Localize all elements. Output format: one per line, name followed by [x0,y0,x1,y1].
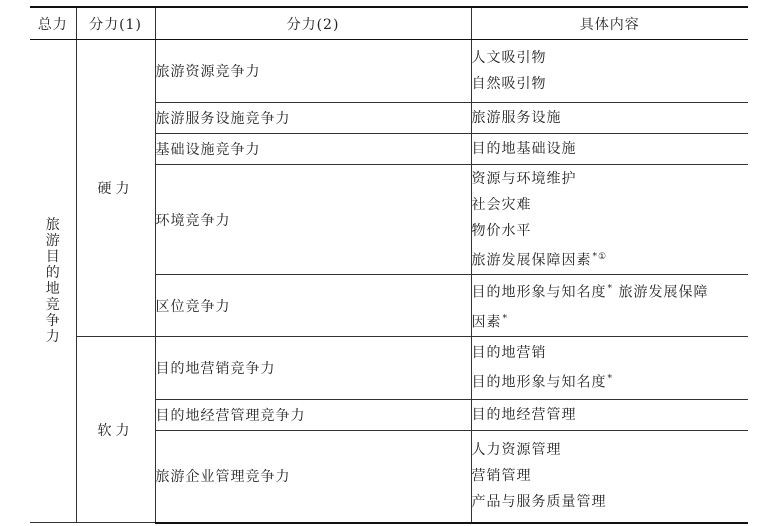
total-label-char: 争 [45,313,60,329]
content-item: 人力资源管理 [471,442,562,459]
header-sub1: 分力(1) [76,7,155,40]
content-item-text: 旅游发展保障 [618,284,709,301]
content-item: 营销管理 [471,468,532,485]
content-item-text: 旅游发展保障因素 [471,252,592,269]
content-item: 社会灾难 [471,196,532,213]
table-row [30,337,748,400]
content-cell [471,40,748,103]
content-item-text: 目的地形象与知名度 [471,374,607,391]
content-cell [471,134,748,165]
total-label [30,40,76,523]
content-cell [471,431,748,523]
competitiveness-table [30,6,748,524]
content-item [472,244,749,274]
content-item: 人文吸引物 [471,50,547,66]
content-item [472,276,749,306]
sub2-name: 旅游服务设施竞争力 [155,103,471,134]
sub2-name: 基础设施竞争力 [155,134,471,165]
header-total: 总力 [30,7,76,40]
content-item: 自然吸引物 [471,76,547,92]
header-sub2: 分力(2) [155,7,471,40]
content-cell [471,165,748,275]
sub2-name: 区位竞争力 [155,275,471,337]
total-label-char: 旅 [45,217,60,233]
sub2-name: 旅游资源竞争力 [155,40,471,103]
total-label-char: 的 [45,265,60,281]
footnote-mark: *① [592,251,608,262]
hard-power-label: 硬力 [76,40,155,337]
header-content: 具体内容 [471,7,748,40]
content-item-text: 因素 [471,314,502,331]
content-item: 目的地营销 [471,345,547,362]
content-item [472,306,749,336]
total-label-char: 竞 [45,297,60,313]
content-item: 产品与服务质量管理 [471,494,607,511]
content-item-text: 目的地形象与知名度 [471,284,607,301]
table-row [30,40,748,103]
content-item [472,366,749,396]
total-label-char: 力 [45,329,60,345]
content-cell [471,103,748,134]
content-item: 旅游服务设施 [471,110,562,126]
content-item: 物价水平 [471,222,532,239]
content-cell [471,400,748,431]
content-item: 资源与环境维护 [471,170,577,187]
content-item: 目的地经营管理 [471,407,577,423]
footnote-mark: * [502,313,508,324]
soft-power-label: 软力 [76,337,155,523]
footnote-mark: * [607,283,613,294]
sub2-name: 环境竞争力 [155,165,471,275]
total-label-char: 地 [45,281,60,297]
footnote-mark: * [607,374,613,385]
total-label-char: 游 [45,233,60,249]
sub2-name: 目的地营销竞争力 [155,337,471,400]
sub2-name: 旅游企业管理竞争力 [155,431,471,523]
content-cell [471,275,748,337]
content-cell [471,337,748,400]
sub2-name: 目的地经营管理竞争力 [155,400,471,431]
table-header-row [30,7,748,40]
total-label-char: 目 [45,249,60,265]
content-item: 目的地基础设施 [471,141,577,157]
